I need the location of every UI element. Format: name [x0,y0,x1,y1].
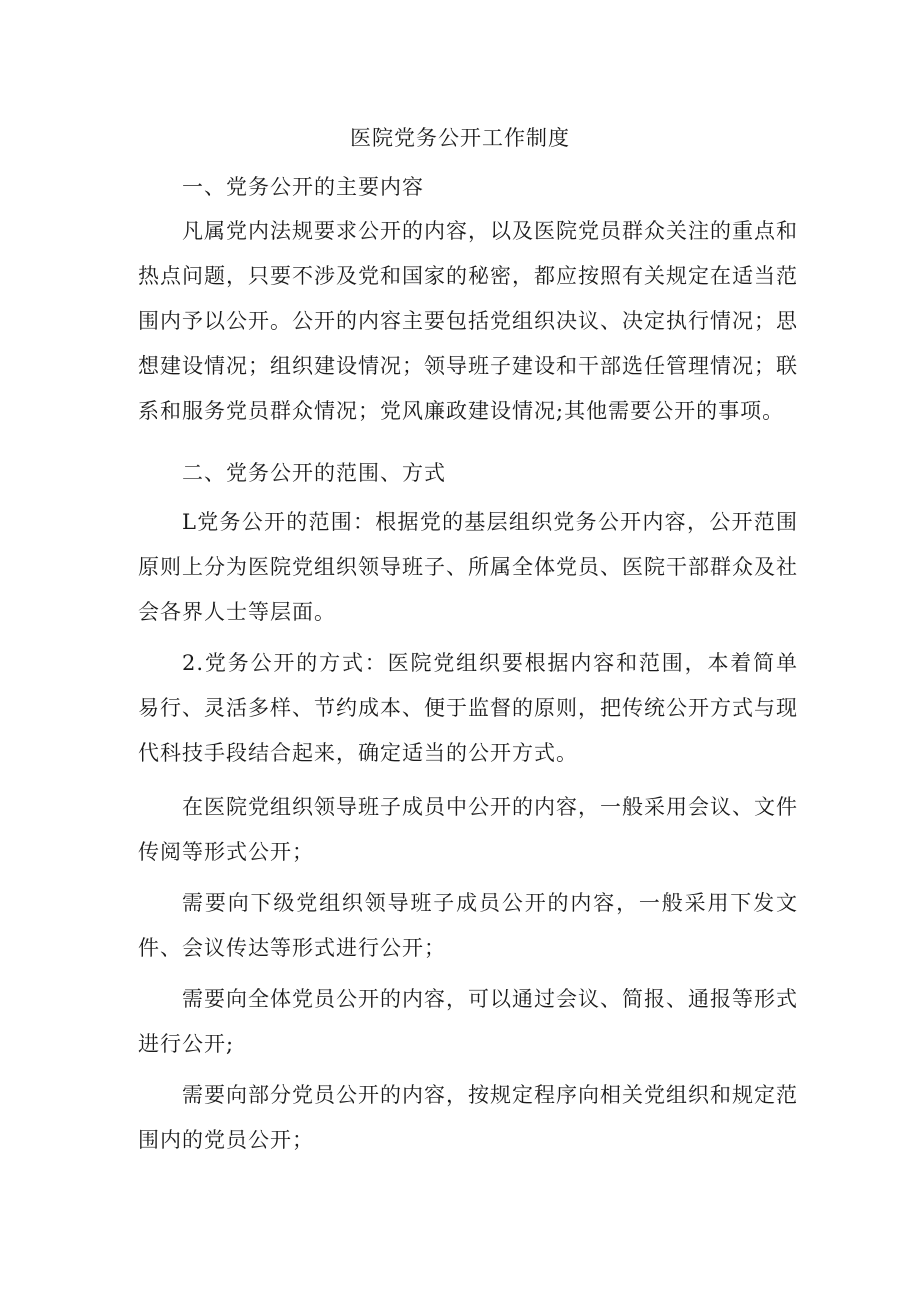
paragraph-scope: L党务公开的范围：根据党的基层组织党务公开内容，公开范围原则上分为医院党组织领导班子、所属全体党员、医院干部群众及社会各界人士等层面。 [138,510,798,624]
paragraph-leaders-disclosure: 在医院党组织领导班子成员中公开的内容，一般采用会议、文件传阅等形式公开； [138,795,798,864]
paragraph-main-content: 凡属党内法规要求公开的内容，以及医院党员群众关注的重点和热点问题，只要不涉及党和国家的秘密，都应按照有关规定在适当范围内予以公开。公开的内容主要包括党组织决议、决定执行情况；思想建设情况；组织建设情况；领导班子建设和干部选任管理情况；联系和服务党员群众情况；党风廉政建设情况;其他需要公开的事项。 [138,219,798,423]
section-heading-main-content: 一、党务公开的主要内容 [182,175,424,199]
paragraph-subordinate-disclosure: 需要向下级党组织领导班子成员公开的内容，一般采用下发文件、会议传达等形式进行公开； [138,891,798,960]
document-title: 医院党务公开工作制度 [350,126,570,150]
section-heading-scope-method: 二、党务公开的范围、方式 [182,461,446,485]
paragraph-all-members-disclosure: 需要向全体党员公开的内容，可以通过会议、简报、通报等形式进行公开; [138,987,798,1056]
paragraph-some-members-disclosure: 需要向部分党员公开的内容，按规定程序向相关党组织和规定范围内的党员公开； [138,1083,798,1152]
paragraph-method: 2.党务公开的方式：医院党组织要根据内容和范围，本着简单易行、灵活多样、节约成本、便于监督的原则，把传统公开方式与现代科技手段结合起来，确定适当的公开方式。 [138,651,798,765]
